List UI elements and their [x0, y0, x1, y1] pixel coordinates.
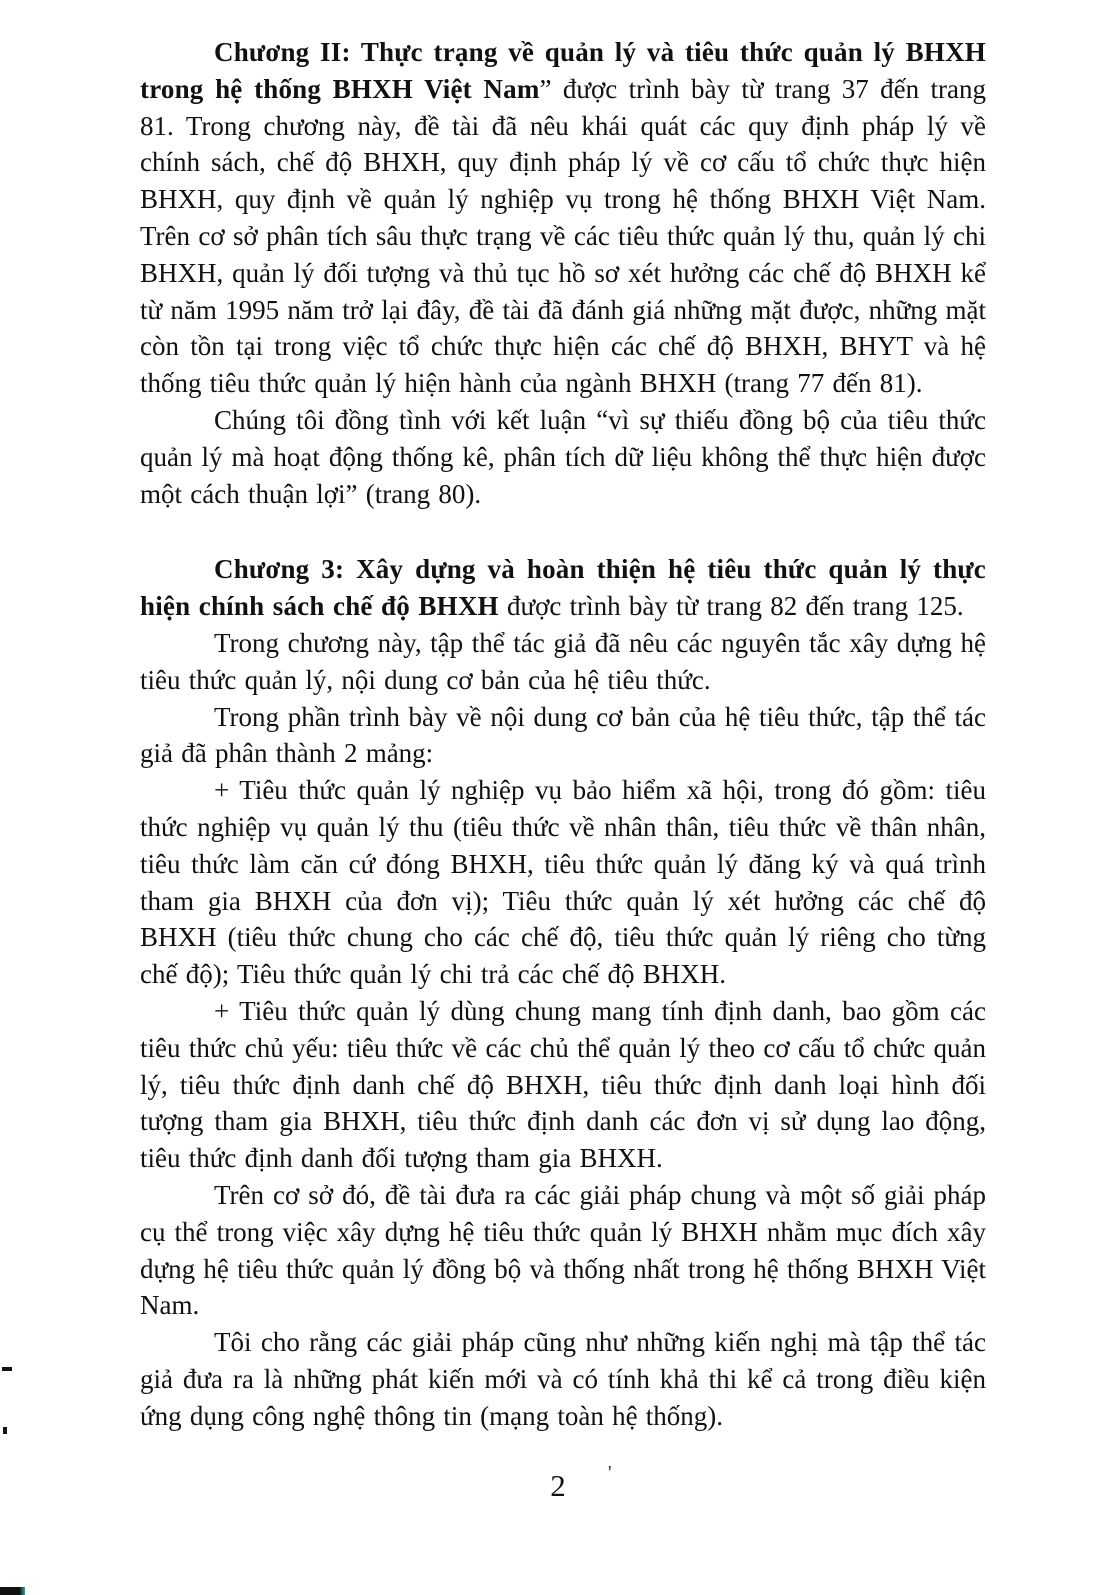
paragraph-group-2-identification-criteria [140, 993, 986, 1177]
document-text-block [140, 34, 986, 1434]
page-number: 2 [550, 1468, 566, 1503]
paragraph-group-1-business-criteria [140, 772, 986, 993]
paragraph-run: Chúng tôi đồng tình với kết luận “vì sự thiếu đồng bộ của tiêu thức quản lý mà hoạt động thống kê, phân tích dữ liệu không thể thực hiện được một cách thuận lợi” (trang 80). [140, 404, 986, 509]
paragraph-chapter-3-summary [140, 551, 986, 625]
paragraph-run: + Tiêu thức quản lý nghiệp vụ bảo hiểm xã hội, trong đó gồm: tiêu thức nghiệp vụ quản lý thu (tiêu thức về nhân thân, tiêu thức về thân nhân, tiêu thức làm căn cứ đóng BHXH, tiêu thức quản lý đăng ký và quá trình tham gia BHXH của đơn vị); Tiêu thức quản lý xét hưởng các chế độ BHXH (tiêu thức chung cho các chế độ, tiêu thức quản lý riêng cho từng chế độ); Tiêu thức quản lý chi trả các chế độ BHXH. [140, 775, 986, 990]
paragraph-chapter-3-principles [140, 625, 986, 699]
paragraph-run-bold: Chương II: Thực trạng về quản lý và tiêu thức quản lý BHXH trong hệ thống BHXH Việt Nam [140, 37, 986, 104]
scan-artifact-corner [0, 1587, 25, 1595]
paragraph-run: ” được trình bày từ trang 37 đến trang 81. Trong chương này, đề tài đã nêu khái quát các quy định pháp lý về chính sách, chế độ BHXH, quy định pháp lý về cơ cấu tổ chức thực hiện BHXH, quy định về quản lý nghiệp vụ trong hệ thống BHXH Việt Nam. Trên cơ sở phân tích sâu thực trạng về các tiêu thức quản lý thu, quản lý chi BHXH, quản lý đối tượng và thủ tục hồ sơ xét hưởng các chế độ BHXH kể từ năm 1995 năm trở lại đây, đề tài đã đánh giá những mặt được, những mặt còn tồn tại trong việc tổ chức thực hiện các chế độ BHXH, BHYT và hệ thống tiêu thức quản lý hiện hành của ngành BHXH (trang 77 đến 81). [140, 73, 986, 399]
paragraph-run: được trình bày từ trang 82 đến trang 125. [498, 591, 964, 622]
page-number-tick-mark: ' [608, 1462, 612, 1484]
paragraph-run: Tôi cho rằng các giải pháp cũng như những kiến nghị mà tập thể tác giả đưa ra là những phát kiến mới và có tính khả thi kể cả trong điều kiện ứng dụng công nghệ thông tin (mạng toàn hệ thống). [140, 1327, 986, 1431]
paragraph-run: Trong phần trình bày về nội dung cơ bản của hệ tiêu thức, tập thể tác giả đã phân thành 2 mảng: [140, 701, 986, 769]
paragraph-reviewer-agreement [140, 402, 986, 512]
paragraph-reviewer-opinion [140, 1324, 986, 1434]
paragraph-run-bold: Chương 3: Xây dựng và hoàn thiện hệ tiêu thức quản lý thực hiện chính sách chế độ BHXH [140, 554, 986, 622]
paragraph-run: Trong chương này, tập thể tác giả đã nêu các nguyên tắc xây dựng hệ tiêu thức quản lý, nội dung cơ bản của hệ tiêu thức. [140, 627, 986, 695]
scan-artifact-dash [2, 1367, 12, 1371]
scan-artifact-dot [3, 1427, 7, 1434]
paragraph-chapter-2-summary [140, 34, 986, 402]
paragraph-solutions-summary [140, 1177, 986, 1324]
paragraph-run: Trên cơ sở đó, đề tài đưa ra các giải pháp chung và một số giải pháp cụ thể trong việc xây dựng hệ tiêu thức quản lý BHXH nhằm mục đích xây dựng hệ tiêu thức quản lý đồng bộ và thống nhất trong hệ thống BHXH Việt Nam. [140, 1179, 986, 1321]
paragraph-two-groups-intro [140, 699, 986, 773]
paragraph-run: + Tiêu thức quản lý dùng chung mang tính định danh, bao gồm các tiêu thức chủ yếu: tiêu thức về các chủ thể quản lý theo cơ cấu tổ chức quản lý, tiêu thức định danh chế độ BHXH, tiêu thức định danh loại hình đối tượng tham gia BHXH, tiêu thức định danh các đơn vị sử dụng lao động, tiêu thức định danh đối tượng tham gia BHXH. [140, 995, 986, 1174]
